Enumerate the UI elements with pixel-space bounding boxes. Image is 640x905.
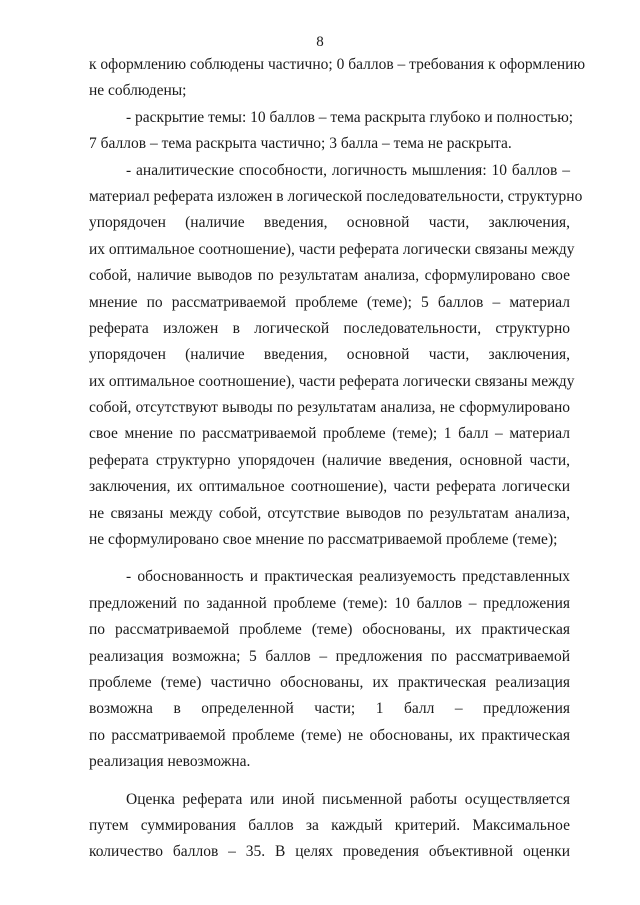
text-line: реализация возможна; 5 баллов – предложения по рассматриваемой — [89, 647, 570, 665]
page-number: 8 — [316, 34, 324, 50]
text-line: собой, отсутствуют выводы по результатам анализа, не сформулировано — [89, 399, 570, 417]
paragraph-formatting-criterion — [89, 52, 586, 105]
paragraph-spacer — [89, 553, 570, 564]
text-line: реферата изложен в логической последовательности, структурно — [89, 319, 570, 337]
text-line: материал реферата изложен в логической последовательности, структурно — [89, 187, 583, 205]
text-line: возможна в определенной части; 1 балл – предложения — [89, 700, 570, 718]
text-line: предложений по заданной проблеме (теме): 10 баллов – предложения — [89, 594, 570, 612]
text-line: собой, наличие выводов по результатам анализа, сформулировано свое — [89, 267, 570, 285]
text-line: Оценка реферата или иной письменной работы осуществляется — [126, 790, 570, 808]
text-line: упорядочен (наличие введения, основной части, заключения, — [89, 346, 570, 364]
text-line: не соблюдены; — [89, 82, 187, 100]
text-line: путем суммирования баллов за каждый критерий. Максимальное — [89, 816, 570, 834]
paragraph-proposal-validity — [89, 564, 570, 775]
text-line: заключения, их оптимальное соотношение), части реферата логически — [89, 478, 570, 496]
text-line: проблеме (теме) частично обоснованы, их практическая реализация — [89, 673, 570, 691]
text-line: упорядочен (наличие введения, основной части, заключения, — [89, 214, 570, 232]
document-body — [89, 52, 586, 866]
text-line: по рассматриваемой проблеме (теме) не обоснованы, их практическая — [89, 726, 570, 744]
text-line: - аналитические способности, логичность мышления: 10 баллов – — [126, 161, 570, 179]
text-line: мнение по рассматриваемой проблеме (теме); 5 баллов – материал — [89, 293, 570, 311]
paragraph-analytical-ability — [89, 158, 583, 554]
text-line: реализация невозможна. — [89, 753, 251, 771]
text-line: количество баллов – 35. В целях проведения объективной оценки — [89, 843, 570, 861]
paragraph-spacer — [89, 776, 570, 787]
text-line: реферата структурно упорядочен (наличие введения, основной части, — [89, 451, 570, 469]
text-line: - обоснованность и практическая реализуемость представленных — [126, 568, 570, 586]
text-line: 7 баллов – тема раскрыта частично; 3 балла – тема не раскрыта. — [89, 135, 512, 153]
paragraph-topic-coverage — [89, 105, 574, 158]
text-line: к оформлению соблюдены частично; 0 баллов – требования к оформлению — [89, 56, 586, 73]
text-line: по рассматриваемой проблеме (теме) обоснованы, их практическая — [89, 621, 570, 639]
text-line: не сформулировано свое мнение по рассматриваемой проблеме (теме); — [89, 531, 558, 549]
text-line: их оптимальное соотношение), части реферата логически связаны между — [89, 372, 575, 390]
paragraph-scoring-summary — [89, 787, 570, 866]
text-line: не связаны между собой, отсутствие выводов по результатам анализа, — [89, 504, 570, 522]
text-line: - раскрытие темы: 10 баллов – тема раскрыта глубоко и полностью; — [126, 108, 574, 126]
text-line: их оптимальное соотношение), части реферата логически связаны между — [89, 240, 575, 258]
text-line: свое мнение по рассматриваемой проблеме (теме); 1 балл – материал — [89, 425, 570, 443]
